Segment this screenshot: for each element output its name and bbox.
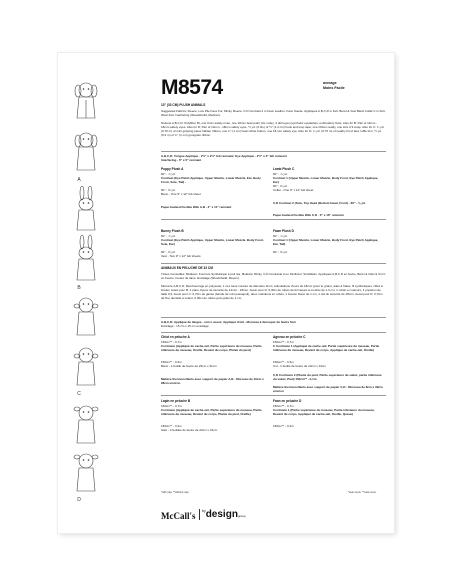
lamb-figure-c xyxy=(68,293,104,393)
divider xyxy=(161,151,386,152)
lapin-contrast: Contraste (Appliqué de cache-œil, Partie supérieure du museau, Partie inférieure du museau, Devant du corps, Plante du pied, Oreille) xyxy=(161,408,262,416)
pattern-envelope-back xyxy=(58,53,394,533)
puppy-heading: Puppy Plush A xyxy=(161,167,184,171)
difficulty-label-fr: Moins Facile xyxy=(323,86,345,90)
lamb-heading: Lamb Plush C xyxy=(273,167,295,171)
faon-heading: Faon en peluche D xyxy=(273,399,302,403)
tissus-conseilles: Tissus Conseillés: Molleton, Fourrure Synthétique à poil ras, Molleton Minky. C,D Contraste 2 en Similicuir, Similidaim. Appliqués A,B,C,D en feutre. Béret & Gilet & Col C en Feutre, Feutre de laine. Entoilage (Woodsheild, Moyen). xyxy=(161,272,386,280)
lamb-contrast: Contrast 1 (Upper Muzzle, Lower Muzzle, Body Front, Eye Patch Applique, Ear) xyxy=(273,176,379,184)
chiot-yardage-1: 150cm** - 0,7m xyxy=(161,340,182,344)
subtitle: 13" (33 CM) PLUSH ANIMALS xyxy=(161,103,206,107)
contraste2-cd: C,D Contraste 2 (Plante du pied, Partie supérieure du sabot, partie inférieure du sabot, Pied) 150cm** - 0,1m xyxy=(273,373,382,381)
notions: Notions A,B,C,D: Polyfiber fill, one 9mm safety nose, one 18mm bear paint (for mole), 3 doll eyes (synthetic eyelashes; embroidery floss. Also for B: Pair of 14mm - 18mm safety eyes. Also for D: Pair of 14mm - 18mm safety eyes, ½ yd. (0.3m) of ½" (1.3 cm) hook and loop tape; one ribbon neatly, one size 0.9 snap. Also for C: ¾ yd. (0.70 m) of mini gripping piece hidden ribbon, one ¼" (1 cm) heart white button, one 18 mm safety eye. Also for D: ¾ yd. (0.70 m) of nearby bit of lace ruffle trim, ½ yd. (0.3 m) of ¾" (1 cm) grosgrain ribbon. xyxy=(161,121,385,137)
chiot-contrast: Contraste (Appliqué de cache-œil, Partie supérieure du museau, Partie inférieure du museau, Oreille, Devant du corps, Plante du pied) xyxy=(161,344,262,352)
faon-contrast: Contraste 1 (Partie supérieure du museau, Partie inférieure du museau, Devant du corps, Appliqué de cache-œil, Oreille, Queue) xyxy=(273,408,375,416)
fawn-figure-d xyxy=(68,399,104,499)
bunny-heading: Bunny Plush B xyxy=(161,229,184,233)
fawn-contrast: Contrast 1 (Upper Muzzle, Lower Muzzle, Body Front, Eye Patch Applique, Ear, Tail) xyxy=(273,238,379,246)
divider xyxy=(161,332,386,333)
faon-yardage-1: 150cm** - 0,7m xyxy=(273,404,294,408)
abcd-applique-fr: A,B,C,D: Appliqué de langue - rem n assez; Appliqué d'œil - Morceau à découper de feutre 5cm xyxy=(161,320,297,324)
lapin-heading: Lapin en peluche B xyxy=(161,399,191,403)
logo-by: by xyxy=(202,509,206,513)
fusible-ab: Paper-backed Fusible Web A,B - 4" x 11" remnant xyxy=(161,205,232,209)
lapin-yardage-2: 150cm** - 0,3m xyxy=(161,424,182,428)
abcd-applique: A,B,C,D: Tongue Applique - 2½" x 2½" felt remnant; Eye Applique - 2½" x 2" felt remnant xyxy=(161,154,287,158)
difficulty-label: average xyxy=(323,81,337,85)
agneau-col: Col - 1 feuille de feutre de 23cm x 31cm xyxy=(273,364,327,368)
design-group-logo xyxy=(199,509,246,520)
subtitle-fr: ANIMAUX EN PELUCHE DE 33 CM xyxy=(161,266,213,270)
logo-group: group xyxy=(237,514,246,518)
bunny-illustration xyxy=(68,186,104,286)
agneau-heading: Agneau en peluche C xyxy=(273,335,306,339)
mccalls-logo: McCall's xyxy=(161,511,196,521)
chiot-yardage-2: 150cm** - 0,3m xyxy=(161,360,182,364)
lapin-yardage-1: 150cm** - 0,7m xyxy=(161,404,182,408)
fawn-yardage-2: 60" - ⅜ yd. xyxy=(273,250,288,254)
divider xyxy=(161,317,386,318)
lapin-gilet: Gilet - 2 feuilles de feutre de 23cm x 31cm xyxy=(161,428,218,432)
suggested-fabrics: Suggested Fabrics: Fleece, Low Pile Faux Fur, Minky Fleece. C,D Contrast 2 in Faux Leather, Faux Suede. Appliques A,B,C,D in Felt. Beret & Vest Band Collar C in Felt, Wool Felt. Interfacing (Woodsheild, Medium). xyxy=(161,109,386,117)
agneau-contrast: C Contraste 1 (Appliqué de cache-œil, Partie supérieure du museau, Partie inférieure du museau, Devant du corps, Appliqué de cache-œil, Oreille) xyxy=(273,344,380,352)
divider xyxy=(161,263,386,264)
chiot-heading: Chiot en peluche A xyxy=(161,335,190,339)
agneau-yardage-1: 150cm** - 0,7m xyxy=(273,340,294,344)
divider xyxy=(161,219,386,220)
bunny-vest: Vest - Two 9" x 12" felt sheets xyxy=(161,254,201,258)
puppy-yardage-2: 60" - ⅜ yd. xyxy=(161,188,176,192)
footnote-fr: *avec sens. **sans sens. xyxy=(348,491,377,494)
bunny-contrast: Contrast (Eye Patch Applique, Upper Muzzle, Lower Muzzle, Body Front, Sole, Ear) xyxy=(161,238,264,246)
fusible-cd: Paper-backed Fusible Web C,D - 3" x 16" remnant xyxy=(273,213,344,217)
faon-yardage-2: 150cm** - 0,3m xyxy=(273,424,294,428)
fawn-illustration xyxy=(68,399,104,499)
divider xyxy=(161,395,386,396)
abcd-entoilage-fr: Entoilage - 15 cm x 15 cm entoilage xyxy=(161,324,209,328)
bunny-yardage-1: 60" - ⅞ yd. xyxy=(161,234,176,238)
lamb-illustration xyxy=(68,293,104,393)
chiot-beret: Béret - 1 feuille de feutre de 23cm x 31cm xyxy=(161,364,217,368)
mercerie: Mercerie A,B,C,D: Rembourrage en polyester, 1 nez sans couture de diamètre 9mm, articulations d'ours de 18mm (pour le grain), ailes à fraise, fil synthétiques, cilles à broder. Aussi pour B: 1 paire d'yeux de sécurité de 14mm - 18mm. Aussi pour D: 0,30m de ruban de fermeture à crochet de 1,3 cm, 1 ruban en velours, 1 pression de taille 0,9. Aussi pour C: 0,70m de gansé (bande de mini passepoil), deux maintiens en ruban, 1 bouton blanc de 1 cm, 1 œil de sécurité de 18mm. Aussi pour D: 0,70m de fine dentelle à volant, 0,30m de ruban gros-grain de 1 cm. xyxy=(161,284,383,300)
thermocollante-cd: Matière thermocollante avec support de papier C,D - Morceau de 8cm x 39cm environ xyxy=(273,385,383,393)
bunny-figure-b xyxy=(68,186,104,286)
fawn-yardage-1: 60" - ⅞ yd. xyxy=(273,234,288,238)
fawn-heading: Fawn Plush D xyxy=(273,229,294,233)
bunny-yardage-2: 60" - ⅜ yd. xyxy=(161,250,176,254)
contrast2-cd: C,D Contrast 2 (Sole, Top Head (Bottom Head, Front) - 60" - ⅛ yd. xyxy=(273,201,366,205)
puppy-contrast: Contrast (Eye Patch Applique, Upper Muzzle, Lower Muzzle, Ear, Body Front, Sole, Tail) - xyxy=(161,176,261,184)
lamb-collar: Collar - One 9" x 12" felt sheet xyxy=(273,188,314,192)
figure-label-d: D xyxy=(77,497,81,503)
puppy-figure-a xyxy=(68,78,104,178)
puppy-beret: Beret - One 9" x 12" felt sheet xyxy=(161,192,201,196)
figure-label-a: A xyxy=(77,177,81,183)
footnote-en: *with nap. **without nap. xyxy=(161,491,190,494)
figure-label-c: C xyxy=(77,391,81,397)
thermocollante-ab: Matière thermocollante avec support de papier A,B - Morceau de 10cm x 28cm environ xyxy=(161,377,264,385)
figure-label-b: B xyxy=(77,285,81,291)
abcd-interfacing: Interfacing - 6" x 6" remnant xyxy=(161,158,202,162)
lamb-yardage-2: 60" - ⅜ yd. xyxy=(273,184,288,188)
puppy-illustration xyxy=(68,78,104,178)
agneau-yardage-2: 150cm** - 0,3m xyxy=(273,360,294,364)
pattern-number: M8574 xyxy=(161,76,223,99)
lamb-yardage-1: 60" - ⅞ yd. xyxy=(273,172,288,176)
logo-divider xyxy=(199,509,200,520)
logo-design: design xyxy=(205,509,238,520)
puppy-yardage-1: 60" - ⅞ yd. xyxy=(161,172,176,176)
